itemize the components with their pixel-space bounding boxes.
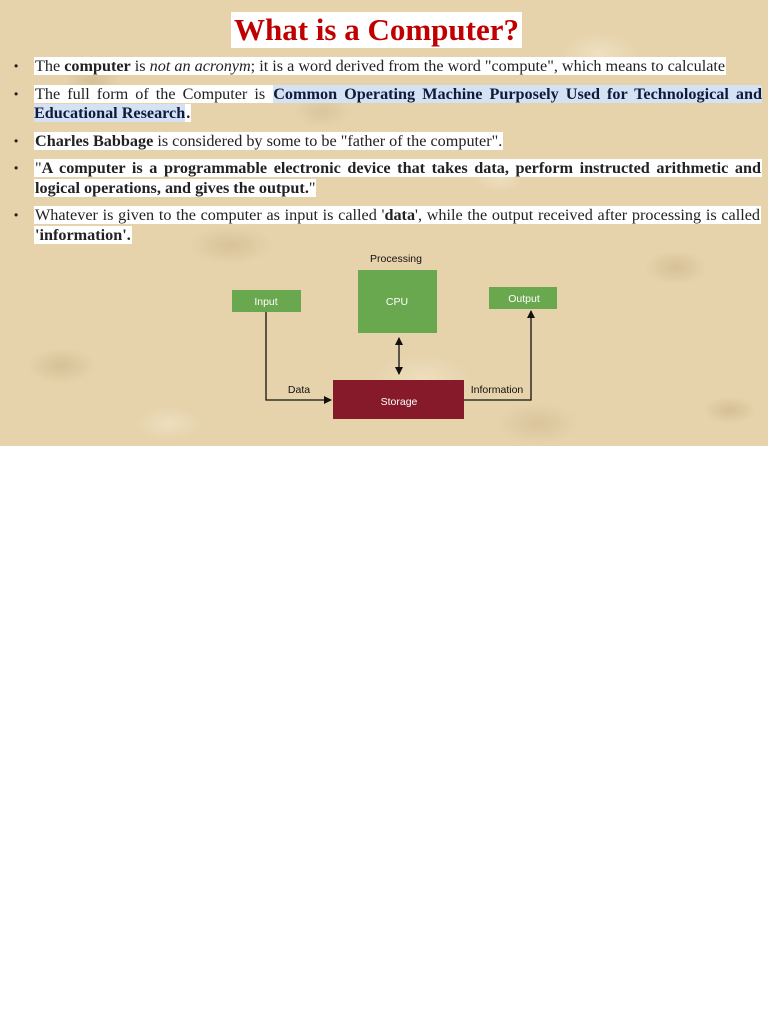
slide	[0, 0, 768, 446]
bullet-glyph: •	[14, 133, 19, 148]
bullet-item-babbage: • Charles Babbage is considered by some to be "father of the computer".	[14, 131, 503, 150]
full-form-highlight: Common Operating Machine Purposely Used for Technological and Educational Research	[34, 84, 762, 122]
processing-label: Processing	[370, 253, 422, 265]
output-label: Output	[508, 293, 540, 305]
storage-label: Storage	[380, 396, 418, 408]
input-label: Input	[254, 296, 278, 308]
input-process-output-diagram	[0, 0, 768, 446]
information-label: Information	[470, 384, 524, 396]
bullet-item-full-form: • The full form of the Computer is Common Operating Machine Purposely Used for Technological and Educational Research.	[14, 84, 762, 122]
cpu-label: CPU	[385, 296, 409, 308]
data-label: Data	[287, 384, 311, 396]
bullet-glyph: •	[14, 161, 19, 175]
bullet-glyph: •	[14, 59, 19, 73]
bullet-item-acronym: • The computer is not an acronym; it is a word derived from the word "compute", which means to calculate	[14, 57, 726, 75]
bullet-item-definition: • "A computer is a programmable electronic device that takes data, perform instructed arithmetic and logical operations, and gives the output."	[14, 159, 761, 197]
bullet-glyph: •	[14, 208, 19, 222]
bullet-item-data-information: • Whatever is given to the computer as input is called 'data', while the output received after processing is called 'information'.	[14, 206, 760, 244]
bullet-glyph: •	[14, 86, 19, 101]
page-title-text: What is a Computer?	[233, 12, 520, 47]
